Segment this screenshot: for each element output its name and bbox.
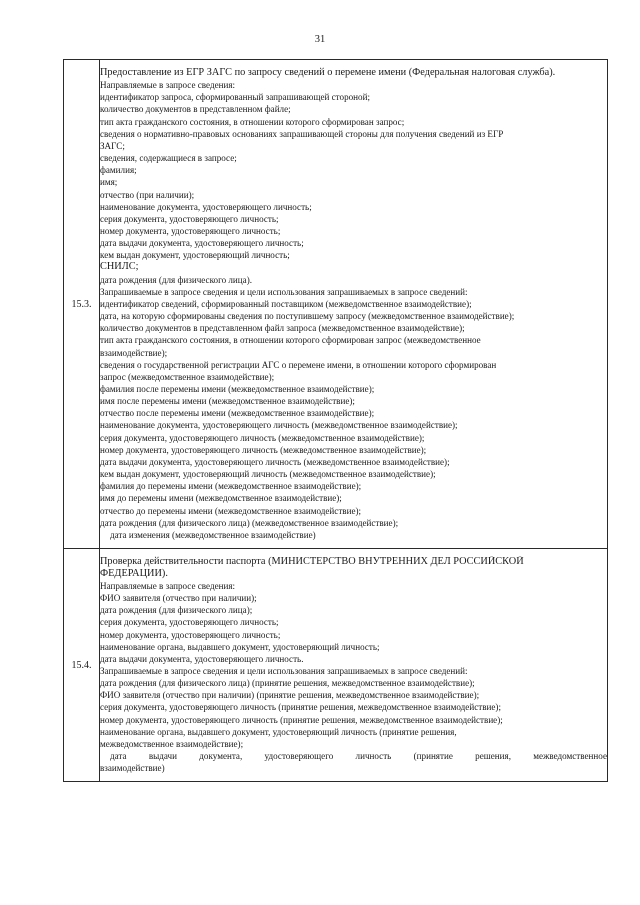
text-line: кем выдан документ, удостоверяющий личность (межведомственное взаимодействие); [100, 469, 436, 480]
text-line: СНИЛС; [100, 261, 139, 273]
text-line: серия документа, удостоверяющего личность; [100, 617, 279, 628]
text-line: дата, на которую сформированы сведения по поступившему запросу (межведомственное взаимодействие); [100, 311, 515, 322]
text-line: номер документа, удостоверяющего личность (межведомственное взаимодействие); [100, 444, 427, 455]
text-line: сведения о нормативно-правовых основаниях запрашивающей стороны для получения сведений из ЕГР [100, 128, 504, 139]
text-line: количество документов в представленном файле; [100, 104, 291, 115]
text-line: взаимодействие) [100, 763, 165, 774]
text-line: наименование документа, удостоверяющего личность (межведомственное взаимодействие); [100, 420, 458, 431]
text-line: Запрашиваемые в запросе сведения и цели использования запрашиваемых в запросе сведений: [100, 286, 468, 297]
text-line: отчество (при наличии); [100, 189, 195, 200]
row-content [100, 60, 608, 549]
text-line: номер документа, удостоверяющего личность (принятие решения, межведомственное взаимодействие); [100, 714, 503, 725]
text-line: идентификатор запроса, сформированный запрашивающей стороной; [100, 92, 370, 103]
text-line: наименование органа, выдавшего документ, удостоверяющий личность; [100, 641, 380, 652]
row-lines [100, 556, 607, 775]
text-line: сведения, содержащиеся в запросе; [100, 153, 237, 164]
text-line: серия документа, удостоверяющего личность; [100, 213, 279, 224]
row-number: 15.4. [64, 549, 100, 782]
text-line: дата выдачи документа, удостоверяющего личность. [100, 653, 304, 664]
text-line: отчество после перемены имени (межведомственное взаимодействие); [100, 408, 375, 419]
text-line: фамилия после перемены имени (межведомственное взаимодействие); [100, 384, 375, 395]
text-line: тип акта гражданского состояния, в отношении которого сформирован запрос (межведомственное [100, 335, 481, 346]
text-line: ЗАГС; [100, 140, 125, 151]
text-line: серия документа, удостоверяющего личность (межведомственное взаимодействие); [100, 432, 425, 443]
text-line: дата выдачи документа, удостоверяющего личность (межведомственное взаимодействие); [100, 456, 450, 467]
page-number: 31 [314, 34, 326, 45]
text-line: фамилия до перемены имени (межведомственное взаимодействие); [100, 481, 362, 492]
text-line: ФИО заявителя (отчество при наличии) (принятие решения, межведомственное взаимодействие); [100, 690, 480, 701]
text-line: дата рождения (для физического лица) (межведомственное взаимодействие); [100, 517, 399, 528]
text-line: Направляемые в запросе сведения: [100, 580, 236, 591]
text-line: номер документа, удостоверяющего личность; [100, 225, 281, 236]
text-line: имя; [100, 177, 118, 188]
text-line: Предоставление из ЕГР ЗАГС по запросу сведений о перемене имени (Федеральная налоговая служба). [100, 66, 556, 78]
text-line: дата рождения (для физического лица). [100, 274, 253, 285]
table-row-15-3 [64, 60, 608, 549]
text-line: отчество до перемены имени (межведомственное взаимодействие); [100, 505, 362, 516]
table-row-15-4 [64, 549, 608, 782]
text-line: идентификатор сведений, сформированный поставщиком (межведомственное взаимодействие); [100, 298, 472, 309]
text-line: Запрашиваемые в запросе сведения и цели использования запрашиваемых в запросе сведений: [100, 666, 468, 676]
row-number: 15.3. [64, 60, 100, 549]
text-line: сведения о государственной регистрации АГС о перемене имени, в отношении которого сформирован [100, 359, 497, 370]
text-line: запрос (межведомственное взаимодействие); [100, 371, 275, 382]
text-line: дата изменения (межведомственное взаимодействие) [110, 529, 316, 540]
text-line: Направляемые в запросе сведения: [100, 80, 236, 91]
row-lines [100, 67, 607, 541]
text-line: взаимодействие); [100, 347, 168, 358]
text-line: ФЕДЕРАЦИИ). [100, 567, 168, 579]
text-line: Проверка действительности паспорта (МИНИСТЕРСТВО ВНУТРЕННИХ ДЕЛ РОССИЙСКОЙ [100, 555, 524, 567]
text-line: дата выдачи документа, удостоверяющего личность; [100, 238, 304, 249]
text-line: дата рождения (для физического лица); [100, 605, 253, 616]
text-line: тип акта гражданского состояния, в отношении которого сформирован запрос; [100, 116, 405, 127]
text-line: дата выдачи документа, удостоверяющего личность (принятие решения, межведомственное [110, 751, 607, 762]
services-table [63, 59, 608, 782]
text-line: имя до перемены имени (межведомственное взаимодействие); [100, 493, 342, 504]
text-line: фамилия; [100, 165, 137, 176]
text-line: количество документов в представленном файл запроса (межведомственное взаимодействие); [100, 323, 465, 334]
text-line: кем выдан документ, удостоверяющий личность; [100, 250, 290, 261]
text-line: имя после перемены имени (межведомственное взаимодействие); [100, 396, 355, 407]
row-content [100, 549, 608, 782]
text-line: наименование документа, удостоверяющего личность; [100, 201, 312, 212]
text-line: наименование органа, выдавшего документ, удостоверяющий личность (принятие решения, [100, 726, 457, 737]
text-line: серия документа, удостоверяющего личность (принятие решения, межведомственное взаимодействие); [100, 702, 501, 713]
text-line: межведомственное взаимодействие); [100, 738, 244, 749]
text-line: ФИО заявителя (отчество при наличии); [100, 593, 257, 604]
text-line: номер документа, удостоверяющего личность; [100, 629, 281, 640]
text-line: дата рождения (для физического лица) (принятие решения, межведомственное взаимодействие); [100, 678, 475, 689]
